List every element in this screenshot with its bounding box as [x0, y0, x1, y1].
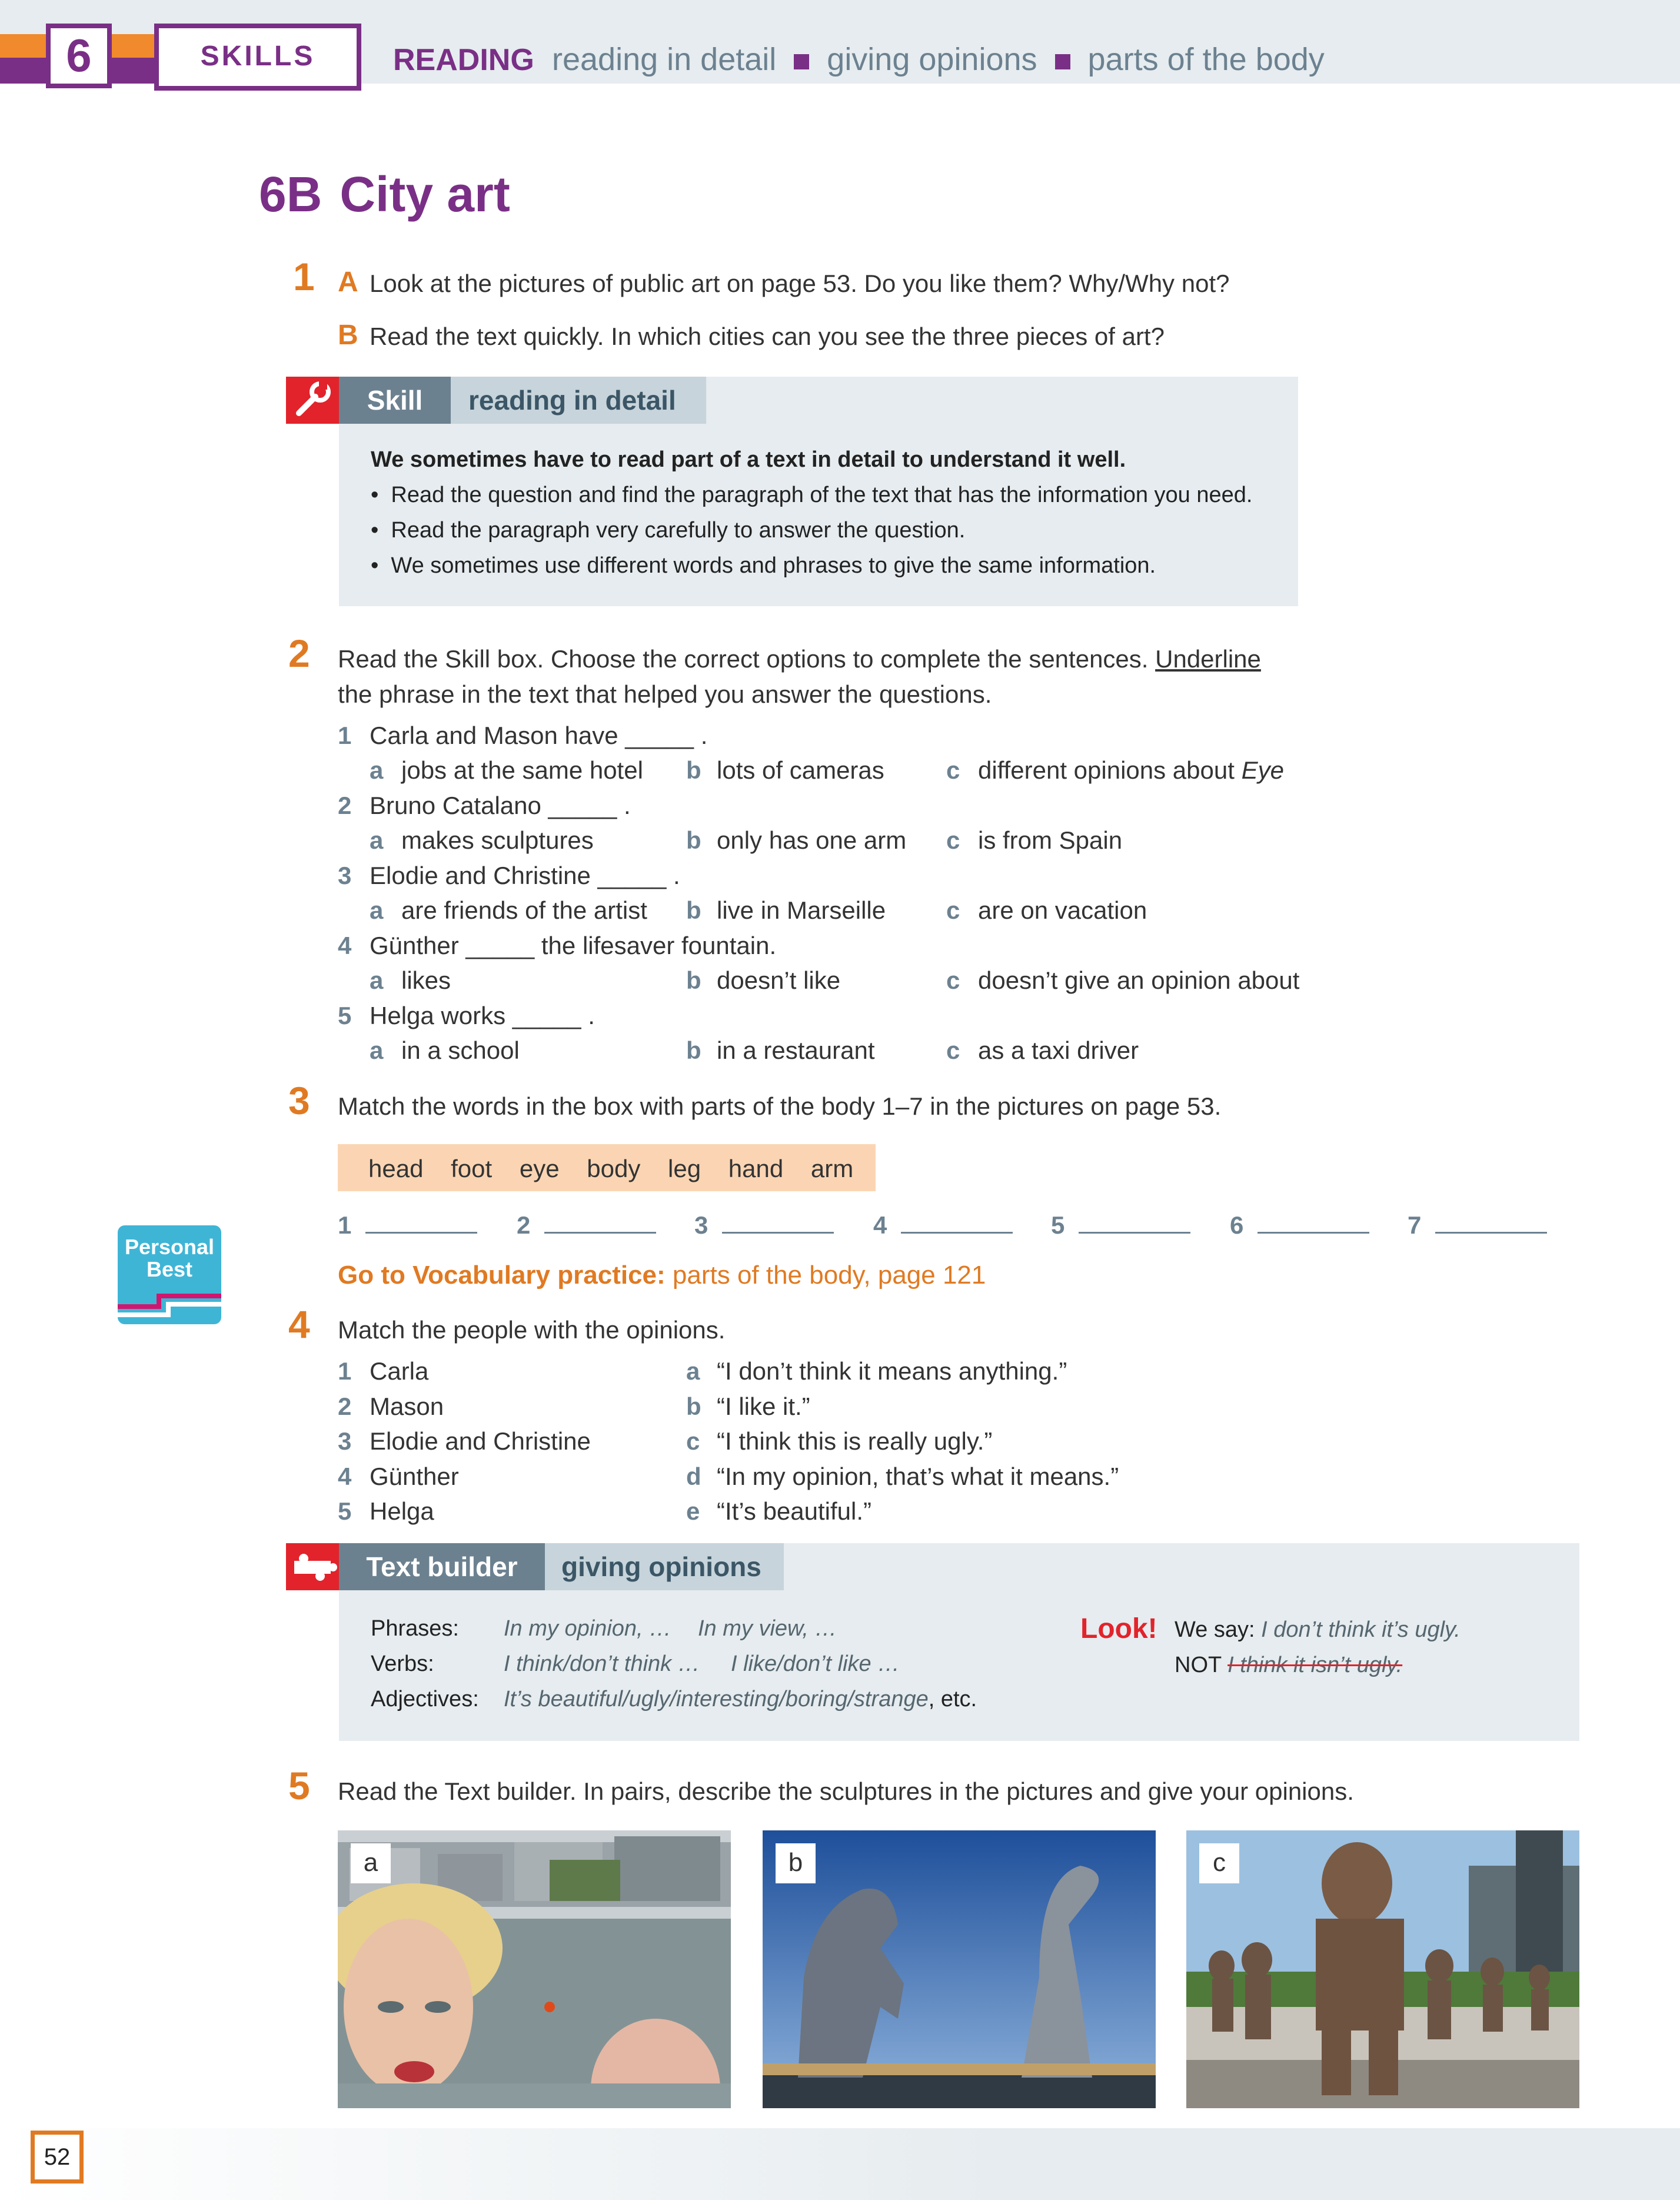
blank-number: 1	[338, 1211, 352, 1239]
answer-blank[interactable]	[1230, 1211, 1369, 1239]
skill-type: READING	[393, 43, 534, 77]
exercise-5-instruction: Read the Text builder. In pairs, describe the sculptures in the pictures and give your opinions.	[338, 1777, 1354, 1805]
option-letter-a: a	[370, 756, 384, 784]
opinion-text: “I don’t think it means anything.”	[717, 1357, 1067, 1385]
exercise-4-number: 4	[288, 1302, 310, 1346]
look-label: Look!	[1080, 1613, 1157, 1644]
blank-line[interactable]	[1257, 1226, 1369, 1234]
verbs-example-1: I think/don’t think …	[504, 1651, 700, 1676]
section-label: SKILLS	[154, 24, 361, 91]
exercise-3-instruction: Match the words in the box with parts of the body 1–7 in the pictures on page 53.	[338, 1092, 1222, 1120]
option-c-text: is from Spain	[978, 826, 1123, 854]
header-topics	[552, 41, 1325, 78]
blank-number: 6	[1230, 1211, 1244, 1239]
option-c	[978, 826, 1122, 855]
opinion-letter: e	[686, 1497, 700, 1525]
photo-c-laughing-men-sculptures	[1186, 1830, 1579, 2108]
square-bullet-icon	[1055, 54, 1070, 69]
option-b: in a restaurant	[717, 1036, 875, 1064]
blank-line[interactable]	[722, 1226, 834, 1234]
blank-line[interactable]	[1435, 1226, 1547, 1234]
option-a: are friends of the artist	[401, 896, 647, 924]
exercise-2-instruction: Read the Skill box. Choose the correct options to complete the sentences. Underline	[338, 645, 1261, 673]
personal-best-badge: Personal Best	[118, 1225, 221, 1324]
unit-number: 6	[46, 24, 112, 88]
verbs-label: Verbs:	[371, 1651, 434, 1676]
exercise-1a-text: Look at the pictures of public art on page 53. Do you like them? Why/Why not?	[370, 270, 1230, 297]
verbs-example-2: I like/don’t like …	[731, 1651, 900, 1676]
phrases-example-2: In my view, …	[698, 1616, 837, 1641]
option-c	[978, 1036, 1139, 1065]
blank-number: 5	[1051, 1211, 1065, 1239]
person-name: Mason	[370, 1393, 444, 1420]
answer-blank[interactable]	[1051, 1211, 1190, 1239]
topic-2: giving opinions	[827, 42, 1037, 77]
question-text: Helga works _____ .	[370, 1002, 595, 1029]
skill-bullet: • We sometimes use different words and phrases to give the same information.	[371, 553, 1156, 578]
person-number: 3	[338, 1427, 352, 1455]
topic-3: parts of the body	[1087, 42, 1325, 77]
option-letter-c: c	[946, 826, 960, 854]
lesson-title	[259, 166, 510, 223]
text-builder-tab: Text builder	[339, 1543, 545, 1590]
look-we-say: We say: I don’t think it’s ugly.	[1175, 1617, 1461, 1642]
page-footer	[0, 2128, 1680, 2200]
topic-1: reading in detail	[552, 42, 777, 77]
photo-label-b: b	[776, 1843, 816, 1883]
person-number: 1	[338, 1357, 352, 1385]
answer-blank[interactable]	[873, 1211, 1013, 1239]
skill-subtitle: reading in detail	[451, 377, 706, 424]
page-number: 52	[31, 2131, 84, 2184]
option-letter-a: a	[370, 896, 384, 924]
option-c-text: as a taxi driver	[978, 1036, 1139, 1064]
exercise-2-number: 2	[288, 632, 310, 675]
question-text: Carla and Mason have _____ .	[370, 722, 708, 749]
puzzle-icon	[286, 1543, 339, 1590]
option-letter-b: b	[686, 756, 701, 784]
opinion-text: “It’s beautiful.”	[717, 1497, 872, 1525]
question-text: Günther _____ the lifesaver fountain.	[370, 932, 777, 959]
square-bullet-icon	[794, 54, 809, 69]
exercise-5-number: 5	[288, 1764, 310, 1807]
person-number: 4	[338, 1463, 352, 1490]
exercise-3-number: 3	[288, 1079, 310, 1122]
skill-intro: We sometimes have to read part of a text in detail to understand it well.	[371, 447, 1126, 472]
question-number: 4	[338, 932, 352, 959]
option-letter-c: c	[946, 1036, 960, 1064]
phrases-label: Phrases:	[371, 1616, 459, 1641]
blank-number: 2	[517, 1211, 531, 1239]
person-name: Helga	[370, 1497, 434, 1525]
answer-blank[interactable]	[338, 1211, 477, 1239]
opinion-text: “I think this is really ugly.”	[717, 1427, 993, 1455]
lesson-code: 6B	[259, 167, 322, 222]
answer-blank[interactable]	[694, 1211, 834, 1239]
photo-label-c: c	[1199, 1843, 1239, 1883]
blank-number: 7	[1408, 1211, 1422, 1239]
person-name: Elodie and Christine	[370, 1427, 591, 1455]
option-c-text: doesn’t give an opinion about	[978, 966, 1300, 994]
look-not: NOT I think it isn’t ugly.	[1175, 1653, 1403, 1677]
option-letter-a: a	[370, 1036, 384, 1064]
exercise-1b-letter: B	[338, 320, 358, 351]
option-b: lots of cameras	[717, 756, 884, 784]
person-number: 5	[338, 1497, 352, 1525]
blank-line[interactable]	[1079, 1226, 1190, 1234]
answer-blank[interactable]	[517, 1211, 656, 1239]
skill-tab: Skill	[339, 377, 451, 424]
answer-blank[interactable]	[1408, 1211, 1547, 1239]
exercise-2-instruction-2: the phrase in the text that helped you answer the questions.	[338, 680, 992, 708]
opinion-letter: d	[686, 1463, 701, 1490]
photo-label-a: a	[351, 1843, 391, 1883]
option-a: likes	[401, 966, 451, 994]
option-letter-c: c	[946, 756, 960, 784]
option-a: jobs at the same hotel	[401, 756, 643, 784]
person-name: Günther	[370, 1463, 459, 1490]
wrench-icon	[286, 377, 339, 424]
question-number: 3	[338, 862, 352, 889]
photo-b-kelpies-sculpture	[763, 1830, 1156, 2108]
option-b: live in Marseille	[717, 896, 886, 924]
option-letter-b: b	[686, 966, 701, 994]
lesson-name: City art	[340, 167, 510, 222]
option-c	[978, 756, 1284, 785]
opinion-text: “In my opinion, that’s what it means.”	[717, 1463, 1119, 1490]
question-number: 5	[338, 1002, 352, 1029]
option-letter-c: c	[946, 966, 960, 994]
option-c	[978, 896, 1147, 925]
skill-bullet: • Read the question and find the paragraph of the text that has the information you need.	[371, 483, 1253, 507]
option-c	[978, 966, 1299, 995]
question-number: 2	[338, 792, 352, 819]
question-text: Bruno Catalano _____ .	[370, 792, 631, 819]
option-letter-b: b	[686, 896, 701, 924]
word-box-words: head foot eye body leg hand arm	[368, 1155, 854, 1182]
opinion-letter: a	[686, 1357, 700, 1385]
blank-line[interactable]	[901, 1226, 1013, 1234]
option-letter-b: b	[686, 826, 701, 854]
option-a: in a school	[401, 1036, 520, 1064]
opinion-text: “I like it.”	[717, 1393, 810, 1420]
question-text: Elodie and Christine _____ .	[370, 862, 680, 889]
option-letter-a: a	[370, 826, 384, 854]
text-builder-subtitle: giving opinions	[545, 1543, 784, 1590]
option-letter-a: a	[370, 966, 384, 994]
opinion-letter: b	[686, 1393, 701, 1420]
exercise-1a-letter: A	[338, 267, 358, 298]
question-number: 1	[338, 722, 352, 749]
option-a: makes sculptures	[401, 826, 594, 854]
option-c-text: are on vacation	[978, 896, 1147, 924]
opinion-letter: c	[686, 1427, 700, 1455]
person-name: Carla	[370, 1357, 429, 1385]
photo-a-floating-head-sculpture	[338, 1830, 731, 2108]
blank-line[interactable]	[365, 1226, 477, 1234]
blank-number: 3	[694, 1211, 708, 1239]
blank-line[interactable]	[544, 1226, 656, 1234]
exercise-4-instruction: Match the people with the opinions.	[338, 1316, 726, 1344]
exercise-1b-text: Read the text quickly. In which cities can you see the three pieces of art?	[370, 323, 1165, 350]
phrases-example-1: In my opinion, …	[504, 1616, 672, 1641]
vocabulary-practice-link[interactable]: Go to Vocabulary practice: parts of the body, page 121	[338, 1261, 986, 1290]
exercise-1-number: 1	[293, 255, 315, 298]
adjectives-label: Adjectives:	[371, 1687, 479, 1712]
person-number: 2	[338, 1393, 352, 1420]
option-b: doesn’t like	[717, 966, 841, 994]
adjectives-example: It’s beautiful/ugly/interesting/boring/strange, etc.	[504, 1687, 977, 1712]
option-c-text: different opinions about	[978, 756, 1242, 784]
option-letter-b: b	[686, 1036, 701, 1064]
skill-bullet: • Read the paragraph very carefully to answer the question.	[371, 518, 966, 543]
blank-number: 4	[873, 1211, 887, 1239]
option-c-italic: Eye	[1241, 756, 1284, 784]
option-b: only has one arm	[717, 826, 907, 854]
option-letter-c: c	[946, 896, 960, 924]
